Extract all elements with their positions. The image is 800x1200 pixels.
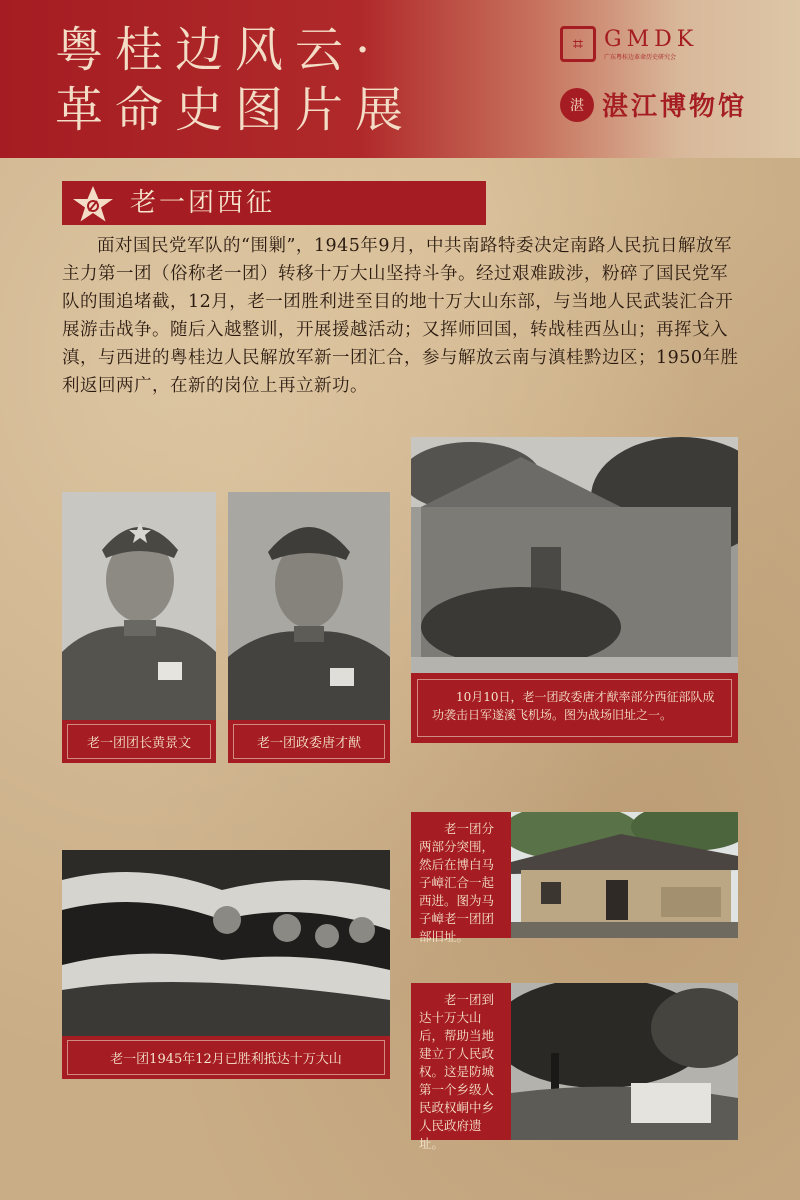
village-caption-text: 老一团分两部分突围，然后在博白马子嶂汇合一起西进。图为马子嶂老一团团部旧址。 <box>419 821 495 944</box>
airfield-caption-text: 10月10日，老一团政委唐才猷率部分西征部队成功袭击日军遂溪飞机场。图为战场旧址之一。 <box>432 690 715 722</box>
star-hammer-sickle-icon <box>70 185 116 223</box>
portrait-tang-caiyou <box>228 492 390 720</box>
intro-paragraph: 面对国民党军队的“围剿”，1945年9月，中共南路特委决定南路人民抗日解放军主力第一团（俗称老一团）转移十万大山坚持斗争。经过艰难跋涉，粉碎了国民党军队的围追堵截，12月，老一团胜利进至目的地十万大山东部，与当地人民武装汇合开展游击战争。随后入越整训，开展援越活动；又挥师回国，转战桂西丛山；再挥戈入滇，与西进的粤桂边人民解放军新一团汇合，参与解放云南与滇桂黔边区；1950年胜利返回两广，在新的岗位上再立新功。 <box>62 236 739 396</box>
portrait-2-caption-frame <box>233 724 385 759</box>
airfield-caption <box>411 673 738 743</box>
gmdk-logo <box>560 26 698 62</box>
march-caption <box>62 1036 390 1079</box>
portrait-1-caption-frame <box>67 724 211 759</box>
airfield-caption-frame <box>417 679 732 737</box>
exhibition-title <box>55 20 415 140</box>
march-caption-frame <box>67 1040 385 1075</box>
march-caption-text: 老一团1945年12月已胜利抵达十万大山 <box>110 1052 342 1067</box>
zhanjiang-museum-logo <box>560 86 747 123</box>
gmdk-subtext: 广东粤桂边革命历史研究会 <box>604 54 677 61</box>
portrait-1-caption <box>62 720 216 763</box>
portrait-2-caption-text: 老一团政委唐才猷 <box>256 736 361 751</box>
government-caption <box>411 983 511 1151</box>
government-caption-text: 老一团到达十万大山后，帮助当地建立了人民政权。这是防城第一个乡级人民政权峒中乡人民政府遗址。 <box>419 992 495 1151</box>
logo-group <box>560 26 770 136</box>
portrait-2-caption <box>228 720 390 763</box>
gmdk-abbr: GMDK <box>604 27 699 52</box>
museum-seal-icon: 湛 <box>560 88 594 122</box>
village-caption <box>411 812 511 944</box>
dongzhong-government-site-photo <box>511 983 738 1140</box>
gmdk-text-block <box>596 27 698 61</box>
mazizhang-hq-photo <box>511 812 738 938</box>
portrait-1-caption-text: 老一团团长黄景文 <box>86 736 191 751</box>
section-header <box>62 181 486 225</box>
airfield-ruins-photo <box>411 437 738 673</box>
title-line-2: 革命史图片展 <box>55 82 416 138</box>
portrait-huang-jingwen <box>62 492 216 720</box>
section-title: 老一团西征 <box>130 188 276 218</box>
march-photo <box>62 850 390 1036</box>
header-banner <box>0 0 800 158</box>
title-line-1: 粤桂边风云· <box>55 22 383 78</box>
lattice-icon: ⌗ <box>560 26 596 62</box>
museum-name: 湛江博物馆 <box>602 92 748 122</box>
